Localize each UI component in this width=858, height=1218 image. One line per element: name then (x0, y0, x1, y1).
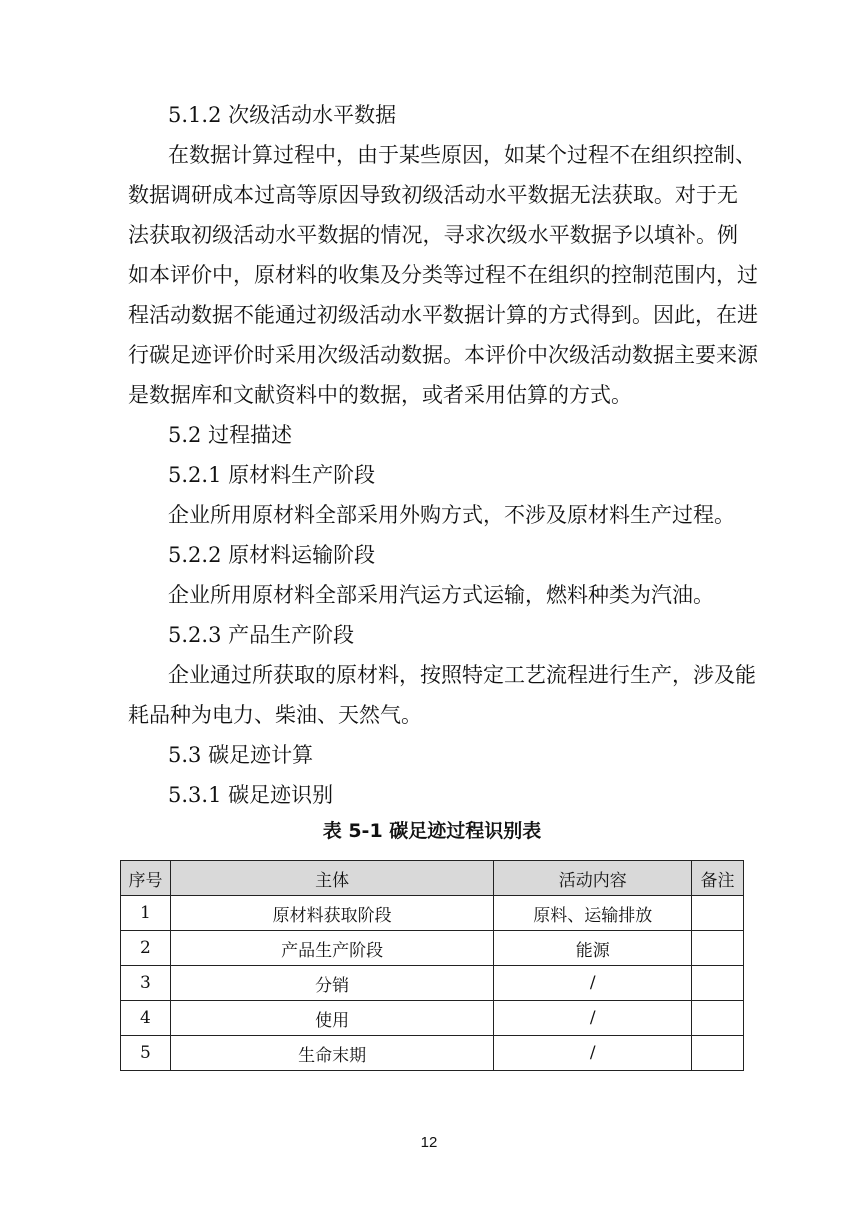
page-number: 12 (420, 1134, 438, 1151)
table-cell: 生命末期 (170, 1036, 493, 1071)
paragraph-line: 数据调研成本过高等原因导致初级活动水平数据无法获取。对于无 (128, 183, 738, 207)
table-row (121, 896, 744, 931)
paragraph-line: 如本评价中，原材料的收集及分类等过程不在组织的控制范围内，过 (128, 263, 758, 287)
paragraph-line: 企业所用原材料全部采用外购方式，不涉及原材料生产过程。 (168, 503, 735, 527)
table-cell (692, 1001, 744, 1036)
table-cell: 原料、运输排放 (494, 896, 692, 931)
table-cell: / (494, 1001, 692, 1036)
heading-5-3: 5.3 碳足迹计算 (168, 743, 314, 767)
table-cell: 使用 (170, 1001, 493, 1036)
table-cell (692, 896, 744, 931)
header-cell-activity: 活动内容 (494, 861, 692, 896)
table-cell: / (494, 1036, 692, 1071)
header-cell-subject: 主体 (170, 861, 493, 896)
table-cell: 1 (121, 896, 171, 931)
table-cell: 5 (121, 1036, 171, 1071)
table-row (121, 1036, 744, 1071)
heading-5-3-1: 5.3.1 碳足迹识别 (168, 783, 334, 807)
table-header-row (121, 861, 744, 896)
heading-5-2: 5.2 过程描述 (168, 423, 293, 447)
table-row (121, 1001, 744, 1036)
heading-5-2-1: 5.2.1 原材料生产阶段 (168, 463, 376, 487)
table-cell: / (494, 966, 692, 1001)
table-row (121, 931, 744, 966)
table-caption: 表 5-1 碳足迹过程识别表 (322, 820, 542, 842)
table-cell (692, 1036, 744, 1071)
paragraph-line: 耗品种为电力、柴油、天然气。 (128, 703, 422, 727)
table-cell (692, 966, 744, 1001)
paragraph-line: 企业所用原材料全部采用汽运方式运输，燃料种类为汽油。 (168, 583, 714, 607)
table-cell: 能源 (494, 931, 692, 966)
paragraph-line: 在数据计算过程中，由于某些原因，如某个过程不在组织控制、 (168, 143, 756, 167)
paragraph-line: 行碳足迹评价时采用次级活动数据。本评价中次级活动数据主要来源 (128, 343, 758, 367)
paragraph-line: 程活动数据不能通过初级活动水平数据计算的方式得到。因此，在进 (128, 303, 758, 327)
table-cell (692, 931, 744, 966)
paragraph-line: 企业通过所获取的原材料，按照特定工艺流程进行生产，涉及能 (168, 663, 756, 687)
table-cell: 2 (121, 931, 171, 966)
table-cell: 4 (121, 1001, 171, 1036)
table-cell: 产品生产阶段 (170, 931, 493, 966)
table-row (121, 966, 744, 1001)
carbon-footprint-table (120, 860, 744, 1071)
heading-5-2-3: 5.2.3 产品生产阶段 (168, 623, 355, 647)
paragraph-line: 法获取初级活动水平数据的情况，寻求次级水平数据予以填补。例 (128, 223, 738, 247)
table-cell: 3 (121, 966, 171, 1001)
table-cell: 原材料获取阶段 (170, 896, 493, 931)
header-cell-index: 序号 (121, 861, 171, 896)
table-cell: 分销 (170, 966, 493, 1001)
heading-5-1-2: 5.1.2 次级活动水平数据 (168, 103, 397, 127)
heading-5-2-2: 5.2.2 原材料运输阶段 (168, 543, 376, 567)
paragraph-line: 是数据库和文献资料中的数据，或者采用估算的方式。 (128, 383, 632, 407)
header-cell-remarks: 备注 (692, 861, 744, 896)
